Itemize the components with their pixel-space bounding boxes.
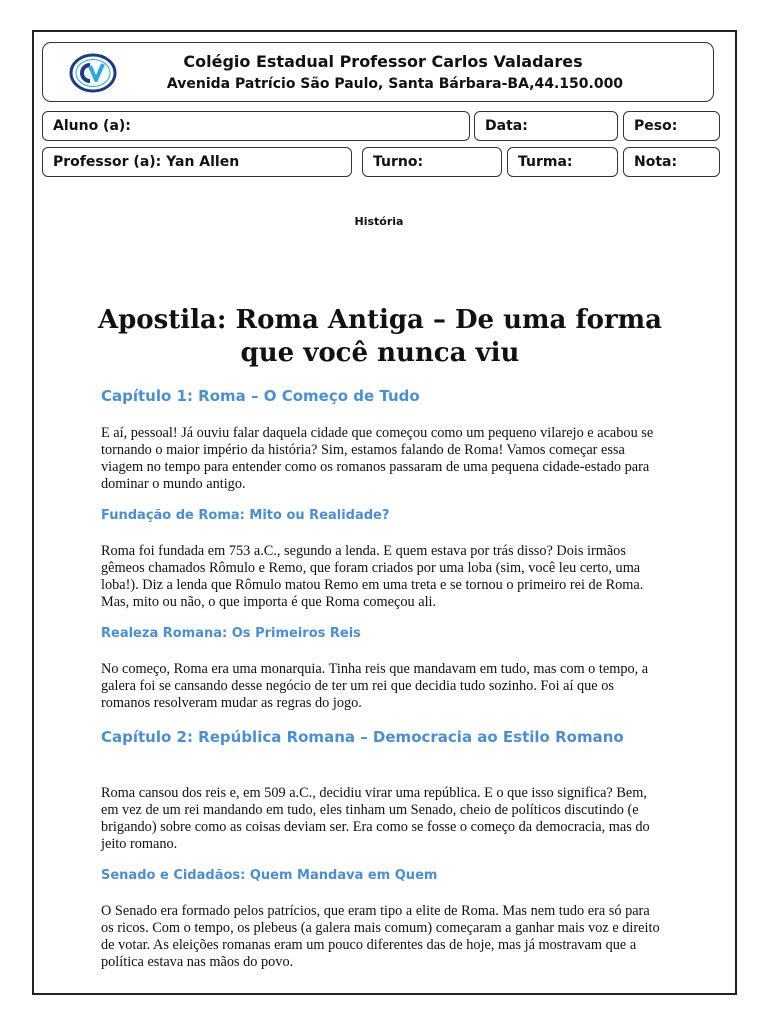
subject-label: História [354,215,404,228]
document-title: Apostila: Roma Antiga – De uma forma que você nunca viu [97,305,663,368]
shift-field[interactable]: Turno: [362,147,502,177]
section-senate-heading: Senado e Cidadãos: Quem Mandava em Quem [101,868,438,883]
date-field[interactable]: Data: [474,111,618,141]
grade-field[interactable]: Nota: [623,147,720,177]
chapter-1-heading: Capítulo 1: Roma – O Começo de Tudo [101,387,420,405]
class-field[interactable]: Turma: [507,147,618,177]
weight-field[interactable]: Peso: [623,111,720,141]
school-name: Colégio Estadual Professor Carlos Valadares [183,52,583,71]
chapter-1-paragraph: E aí, pessoal! Já ouviu falar daquela cidade que começou como um pequeno vilarejo e acabou se tornando o maior império da história? Sim, estamos falando de Roma! Vamos começar essa viagem no tempo para entender como os romanos passaram de uma pequena cidade-estado para dominar o mundo antigo. [101,425,654,492]
chapter-2-heading: Capítulo 2: República Romana – Democracia ao Estilo Romano [101,728,624,746]
section-senate-paragraph: O Senado era formado pelos patrícios, que eram tipo a elite de Roma. Mas nem tudo era só para os ricos. Com o tempo, os plebeus (a galera mais comum) começaram a ganhar mais voz e direito de votar. As eleições romanas eram um pouco diferentes das de hoje, mas já mostravam que a política estava nas mãos do povo. [101,903,660,970]
school-address: Avenida Patrício São Paulo, Santa Bárbara-BA,44.150.000 [166,76,624,92]
section-royalty-paragraph: No começo, Roma era uma monarquia. Tinha reis que mandavam em tudo, mas com o tempo, a galera foi se cansando desse negócio de ter um rei que decidia tudo sozinho. Foi aí que os romanos resolveram mudar as regras do jogo. [101,661,649,711]
section-royalty-heading: Realeza Romana: Os Primeiros Reis [101,626,361,641]
student-field[interactable]: Aluno (a): [42,111,470,141]
section-founding-heading: Fundação de Roma: Mito ou Realidade? [101,508,390,523]
chapter-2-paragraph: Roma cansou dos reis e, em 509 a.C., decidiu virar uma república. E o que isso significa? Bem, em vez de um rei mandando em tudo, eles tinham um Senado, cheio de políticos discutindo (e brigando) sobre como as coisas deviam ser. Era como se fosse o começo da democracia, mas do jeito romano. [101,785,650,852]
school-header [42,42,714,102]
section-founding-paragraph: Roma foi fundada em 753 a.C., segundo a lenda. E quem estava por trás disso? Dois irmãos gêmeos chamados Rômulo e Remo, que foram criados por uma loba (sim, você leu certo, uma loba!). Diz a lenda que Rômulo matou Remo em uma treta e se tornou o primeiro rei de Roma. Mas, mito ou não, o que importa é que Roma começou ali. [101,543,644,610]
teacher-field[interactable]: Professor (a): Yan Allen [42,147,352,177]
